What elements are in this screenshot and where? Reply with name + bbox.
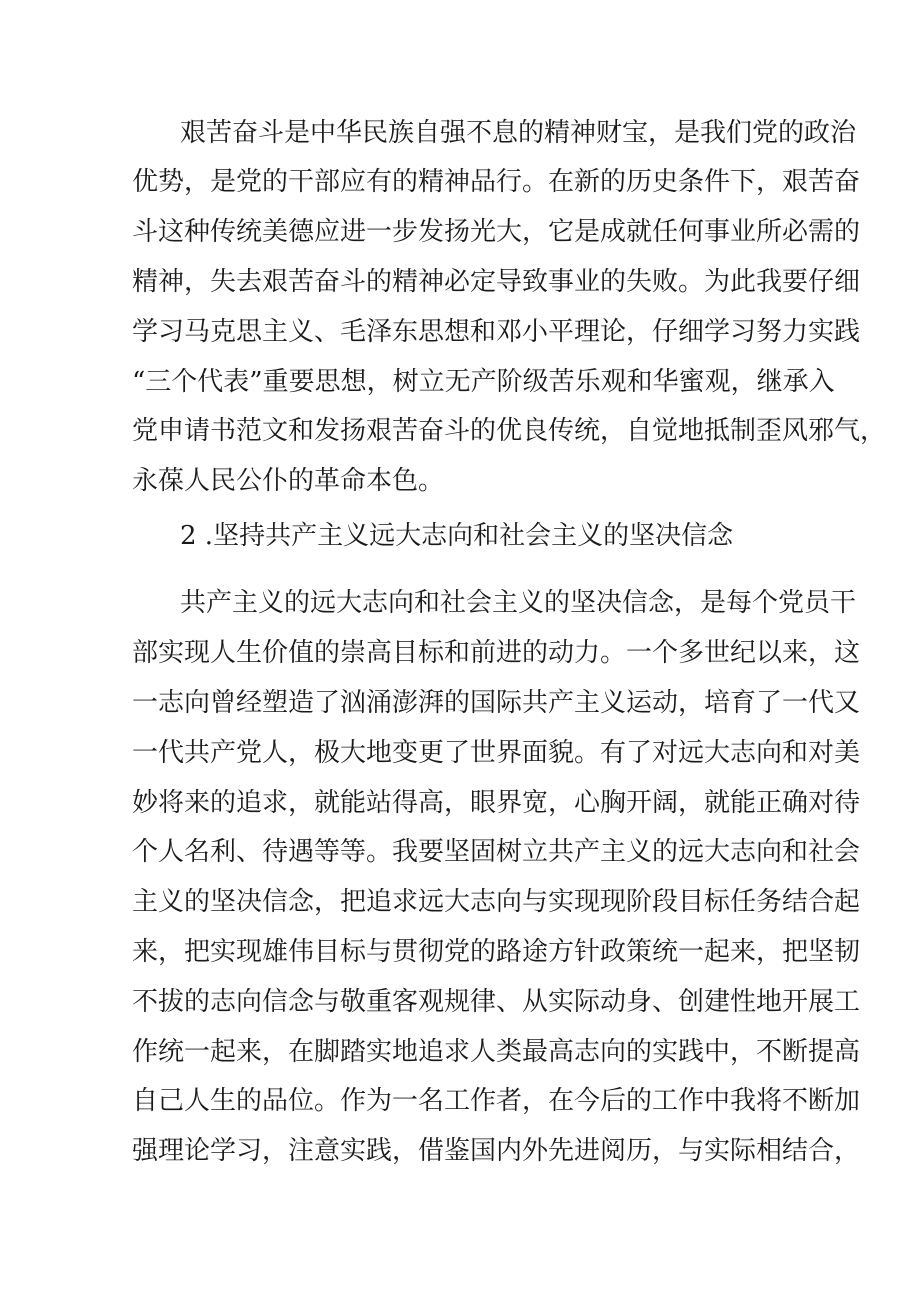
paragraph-2-line-6 — [0, 834, 920, 870]
paragraph-2-line-9 — [0, 984, 920, 1020]
text-line: 优势，是党的干部应有的精神品行。在新的历史条件下，艰苦奋 — [132, 167, 861, 197]
paragraph-1-line-6 — [0, 364, 920, 400]
paragraph-1-line-4 — [0, 264, 920, 300]
text-line: 一代共产党人，极大地变更了世界面貌。有了对远大志向和对美 — [132, 738, 861, 768]
text-line: 斗这种传统美德应进一步发扬光大，它是成就任何事业所必需的 — [132, 217, 861, 247]
text-line: 主义的坚决信念，把追求远大志向与实现现阶段目标任务结合起 — [132, 887, 861, 917]
text-line: 部实现人生价值的崇高目标和前进的动力。一个多世纪以来，这 — [132, 638, 861, 668]
section-heading-text: 2 .坚持共产主义远大志向和社会主义的坚决信念 — [180, 521, 734, 551]
paragraph-1-line-5 — [0, 314, 920, 350]
text-line: 一志向曾经塑造了汹涌澎湃的国际共产主义运动，培育了一代又 — [132, 688, 861, 718]
paragraph-1-line-2 — [0, 164, 920, 200]
paragraph-1-line-8 — [0, 463, 920, 499]
paragraph-2-line-12 — [0, 1133, 920, 1169]
text-line: 不拔的志向信念与敬重客观规律、从实际动身、创建性地开展工 — [132, 987, 861, 1017]
paragraph-1-line-3 — [0, 214, 920, 250]
paragraph-2-line-3 — [0, 685, 920, 721]
paragraph-1-line-1 — [0, 115, 920, 151]
text-line: 强理论学习，注意实践，借鉴国内外先进阅历，与实际相结合， — [132, 1136, 861, 1166]
paragraph-2-line-2 — [0, 635, 920, 671]
paragraph-2-line-5 — [0, 785, 920, 821]
section-heading — [0, 518, 920, 554]
text-line: 自己人生的品位。作为一名工作者，在今后的工作中我将不断加 — [132, 1086, 861, 1116]
text-line: 学习马克思主义、毛泽东思想和邓小平理论，仔细学习努力实践 — [132, 317, 861, 347]
paragraph-2-line-7 — [0, 884, 920, 920]
text-line: 来，把实现雄伟目标与贯彻党的路途方针政策统一起来，把坚韧 — [132, 937, 861, 967]
text-line: 党申请书范文和发扬艰苦奋斗的优良传统，自觉地抵制歪风邪气， — [132, 416, 887, 446]
text-line: 作统一起来，在脚踏实地追求人类最高志向的实践中，不断提高 — [132, 1037, 861, 1067]
paragraph-2-line-8 — [0, 934, 920, 970]
paragraph-2-line-4 — [0, 735, 920, 771]
text-line: 永葆人民公仆的革命本色。 — [132, 466, 445, 496]
text-line: 个人名利、待遇等等。我要坚固树立共产主义的远大志向和社会 — [132, 837, 861, 867]
text-line: 共产主义的远大志向和社会主义的坚决信念，是每个党员干 — [180, 588, 857, 618]
paragraph-2-line-11 — [0, 1083, 920, 1119]
paragraph-2-line-1 — [0, 585, 920, 621]
text-line: 妙将来的追求，就能站得高，眼界宽，心胸开阔，就能正确对待 — [132, 788, 861, 818]
paragraph-1-line-7 — [0, 413, 920, 449]
text-line: “三个代表”重要思想，树立无产阶级苦乐观和华蜜观，继承入 — [132, 367, 835, 397]
text-line: 艰苦奋斗是中华民族自强不息的精神财宝，是我们党的政治 — [180, 118, 857, 148]
paragraph-2-line-10 — [0, 1034, 920, 1070]
text-line: 精神，失去艰苦奋斗的精神必定导致事业的失败。为此我要仔细 — [132, 267, 861, 297]
